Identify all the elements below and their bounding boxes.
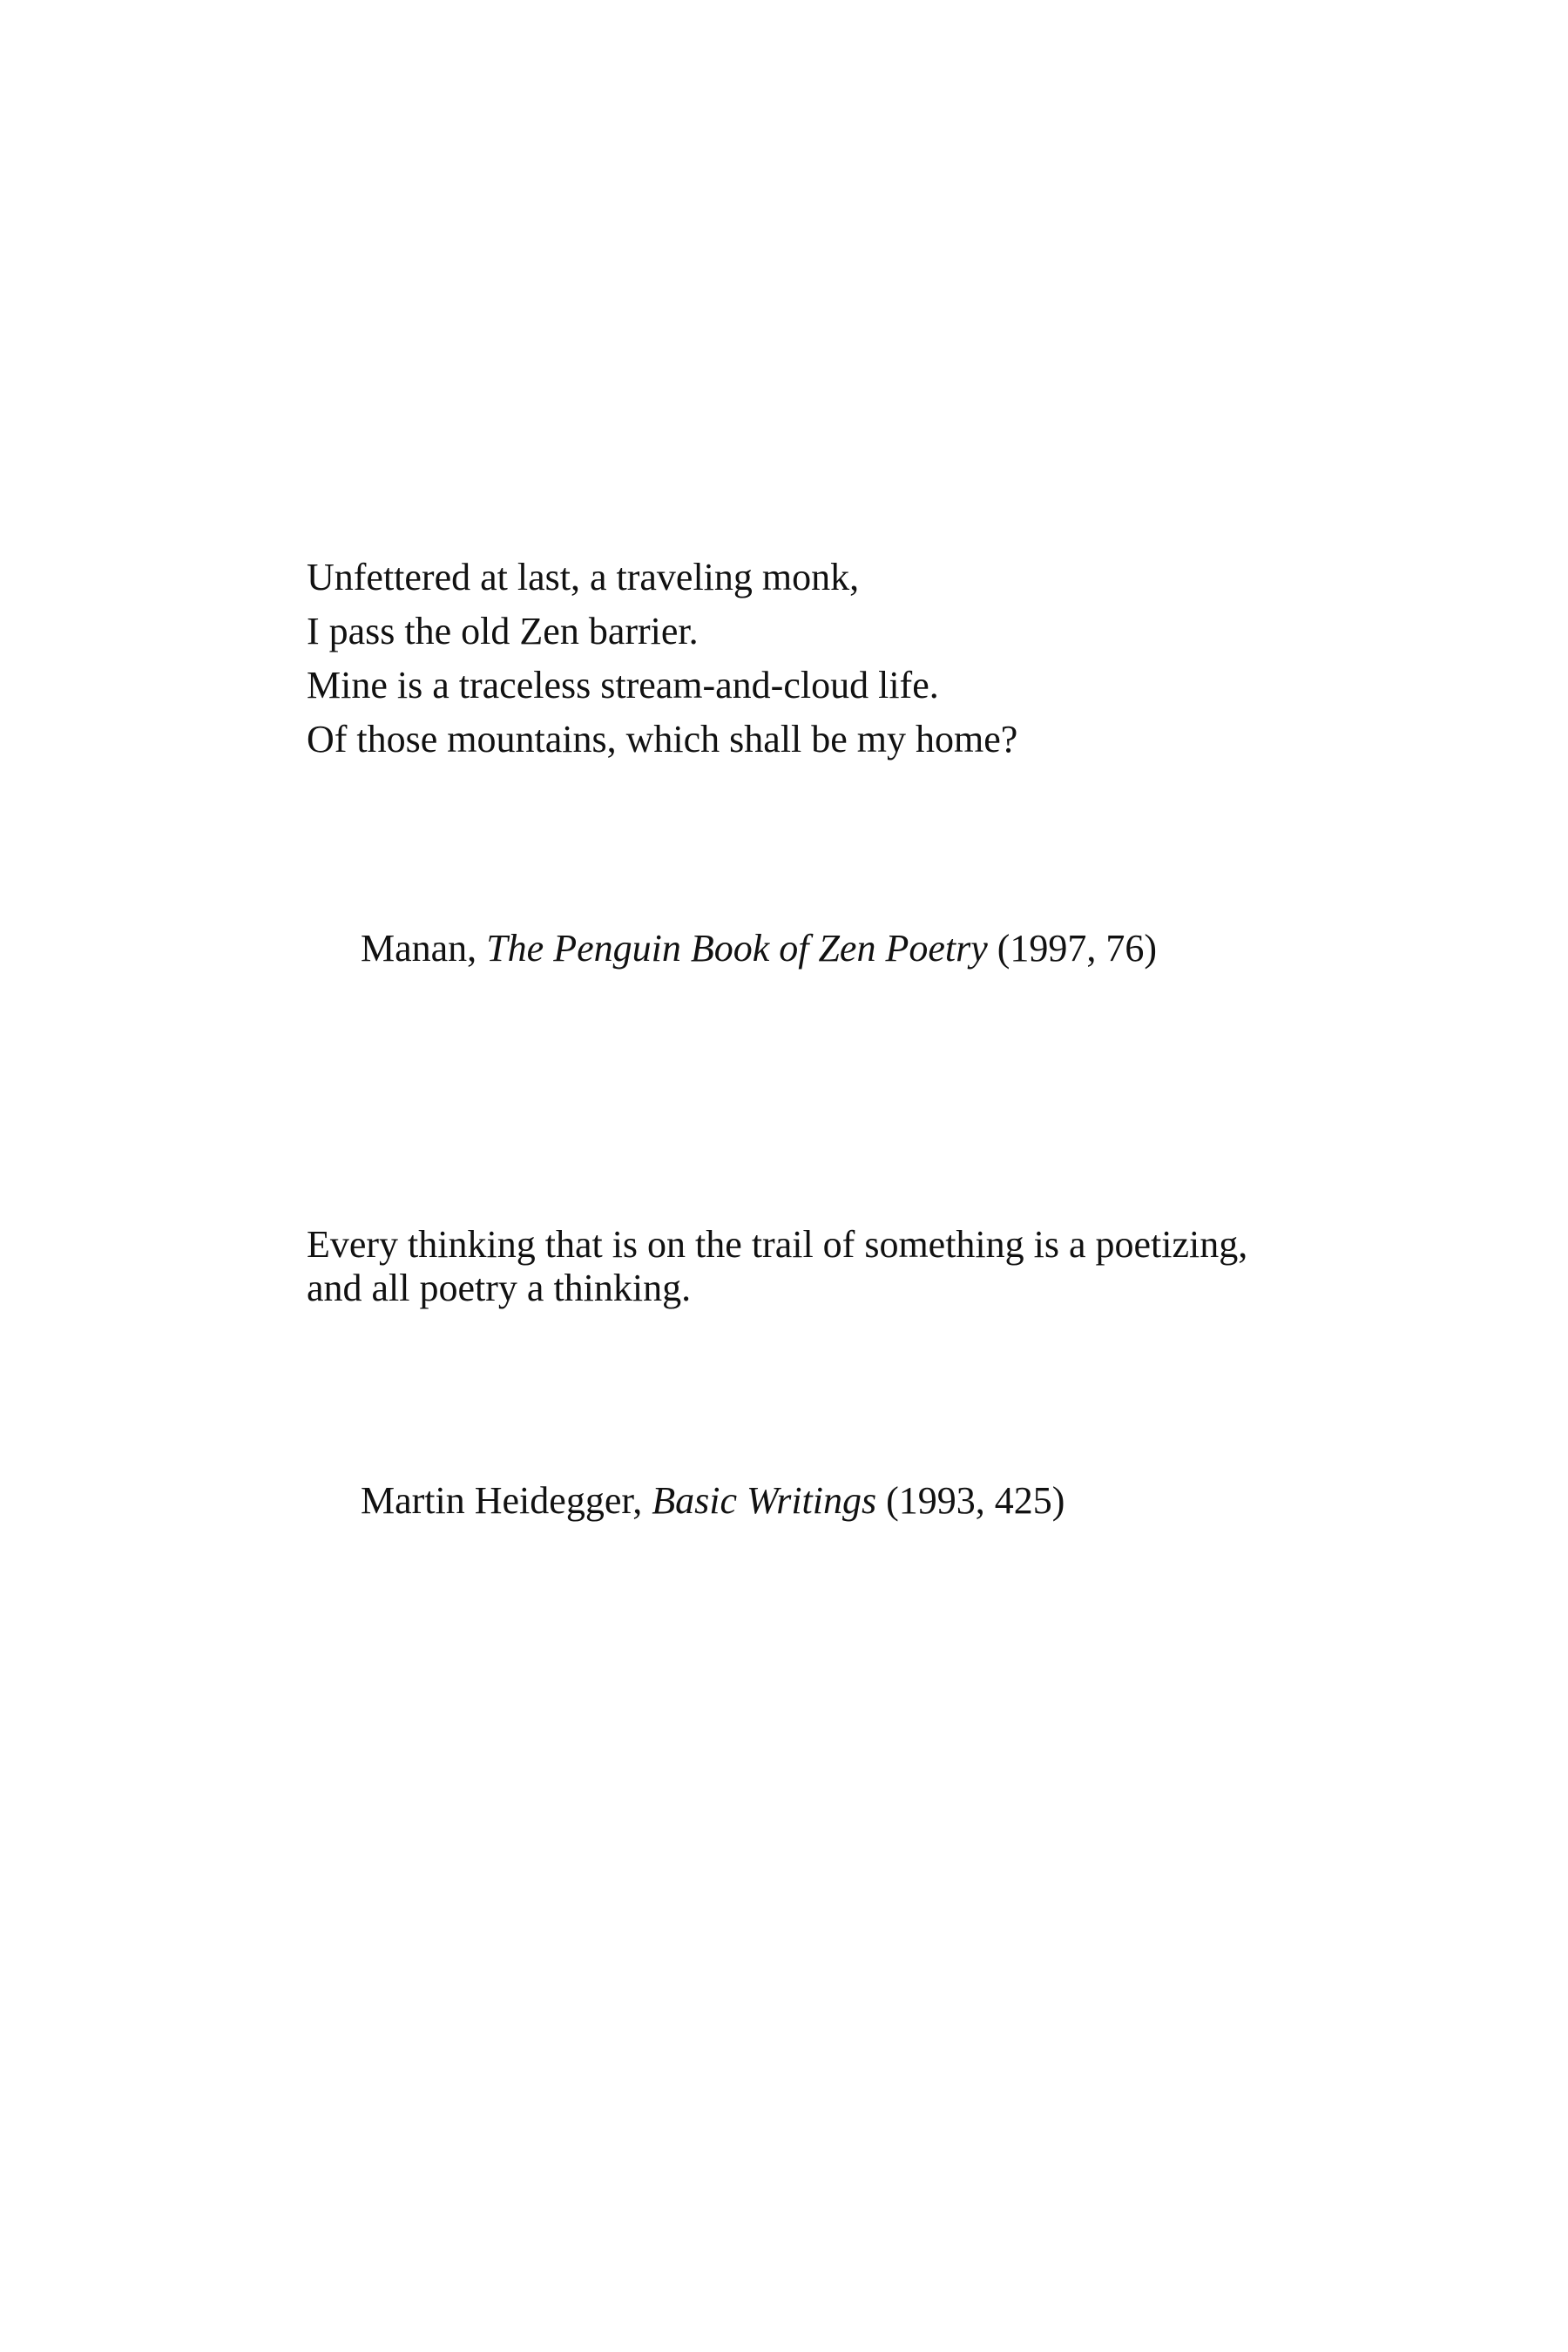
poem-attribution <box>361 922 1157 976</box>
poem-line-3: Mine is a traceless stream-and-cloud life. <box>307 664 939 706</box>
attribution-work-title: The Penguin Book of Zen Poetry <box>486 927 988 970</box>
poem-line-4: Of those mountains, which shall be my home? <box>307 718 1018 760</box>
quote-attribution <box>361 1474 1064 1528</box>
attribution-citation: (1993, 425) <box>876 1479 1065 1522</box>
attribution-work-title: Basic Writings <box>652 1479 877 1522</box>
heidegger-quote: Every thinking that is on the trail of something is a poetizing, and all poetry a thinking. <box>307 1223 1248 1309</box>
attribution-author: Martin Heidegger, <box>361 1479 652 1522</box>
poem-line-2: I pass the old Zen barrier. <box>307 610 699 652</box>
attribution-author: Manan, <box>361 927 487 970</box>
attribution-citation: (1997, 76) <box>987 927 1158 970</box>
zen-poem <box>307 551 1352 767</box>
poem-line-1: Unfettered at last, a traveling monk, <box>307 556 860 598</box>
